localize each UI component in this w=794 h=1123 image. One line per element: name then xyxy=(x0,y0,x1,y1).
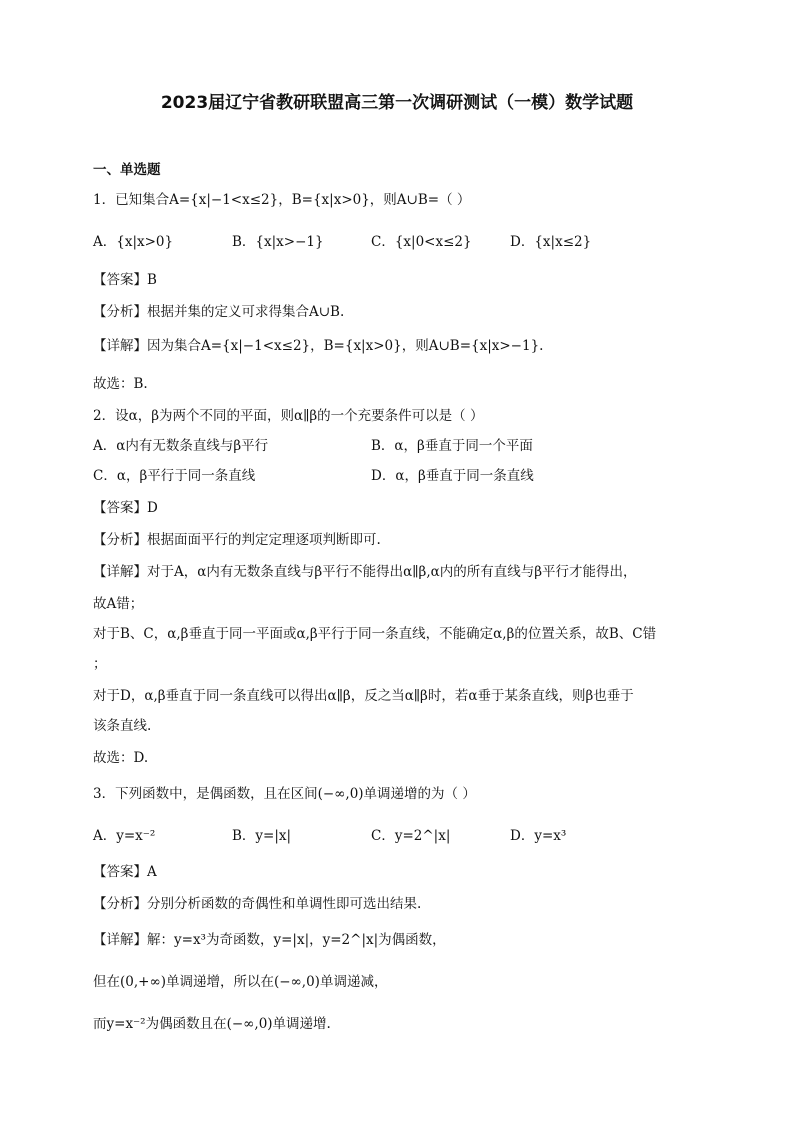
question-3-option-c: C．y=2^|x| xyxy=(371,828,451,844)
question-3-detail-line-3: 而y=x⁻²为偶函数且在(−∞,0)单调递增. xyxy=(93,1016,331,1032)
question-2-option-a: A．α内有无数条直线与β平行 xyxy=(93,438,269,454)
question-1-answer: 【答案】B xyxy=(93,272,157,288)
question-2-answer: 【答案】D xyxy=(93,500,158,516)
question-2-detail-line-6: 该条直线. xyxy=(93,718,152,734)
question-2-stem: 2．设α，β为两个不同的平面，则α∥β的一个充要条件可以是（ ） xyxy=(93,408,484,424)
question-1-option-d: D．{x|x≤2} xyxy=(510,234,592,250)
section-heading: 一、单选题 xyxy=(93,162,161,178)
question-3-detail-line-1: 【详解】解：y=x³为奇函数，y=|x|，y=2^|x|为偶函数， xyxy=(93,932,446,948)
question-3-answer: 【答案】A xyxy=(93,864,157,880)
question-2-detail-line-4: ； xyxy=(93,656,107,672)
question-3-option-a: A．y=x⁻² xyxy=(93,828,156,844)
question-1-option-b: B．{x|x>−1} xyxy=(232,234,324,250)
question-2-option-c: C．α，β平行于同一条直线 xyxy=(93,468,256,484)
question-1-option-a: A．{x|x>0} xyxy=(93,234,174,250)
question-2-option-d: D．α，β垂直于同一条直线 xyxy=(371,468,534,484)
document-title: 2023届辽宁省教研联盟高三第一次调研测试（一模）数学试题 xyxy=(160,93,634,113)
question-3-stem: 3．下列函数中，是偶函数，且在区间(−∞,0)单调递增的为（ ） xyxy=(93,786,476,802)
question-1-detail: 【详解】因为集合A={x|−1<x≤2}，B={x|x>0}，则A∪B={x|x>−1}. xyxy=(93,338,544,354)
question-2-detail-line-1: 【详解】对于A，α内有无数条直线与β平行不能得出α∥β,α内的所有直线与β平行才能得出， xyxy=(93,564,637,580)
question-2-detail-line-3: 对于B、C，α,β垂直于同一平面或α,β平行于同一条直线，不能确定α,β的位置关系，故B、C错 xyxy=(93,626,657,642)
question-1-choice: 故选：B. xyxy=(93,376,148,392)
question-2-choice: 故选：D. xyxy=(93,750,149,766)
question-3-option-d: D．y=x³ xyxy=(510,828,567,844)
question-1-stem: 1．已知集合A={x|−1<x≤2}，B={x|x>0}，则A∪B=（ ） xyxy=(93,192,471,208)
question-3-option-b: B．y=|x| xyxy=(232,828,292,844)
question-1-option-c: C．{x|0<x≤2} xyxy=(371,234,472,250)
question-2-option-b: B．α，β垂直于同一个平面 xyxy=(371,438,533,454)
question-2-detail-line-2: 故A错； xyxy=(93,596,144,612)
question-1-analysis: 【分析】根据并集的定义可求得集合A∪B. xyxy=(93,304,345,320)
question-3-analysis: 【分析】分别分析函数的奇偶性和单调性即可选出结果. xyxy=(93,896,422,912)
question-2-detail-line-5: 对于D，α,β垂直于同一条直线可以得出α∥β，反之当α∥β时，若α垂于某条直线，则β也垂于 xyxy=(93,688,634,704)
question-3-detail-line-2: 但在(0,+∞)单调递增，所以在(−∞,0)单调递减， xyxy=(93,974,388,990)
question-2-analysis: 【分析】根据面面平行的判定定理逐项判断即可. xyxy=(93,532,381,548)
